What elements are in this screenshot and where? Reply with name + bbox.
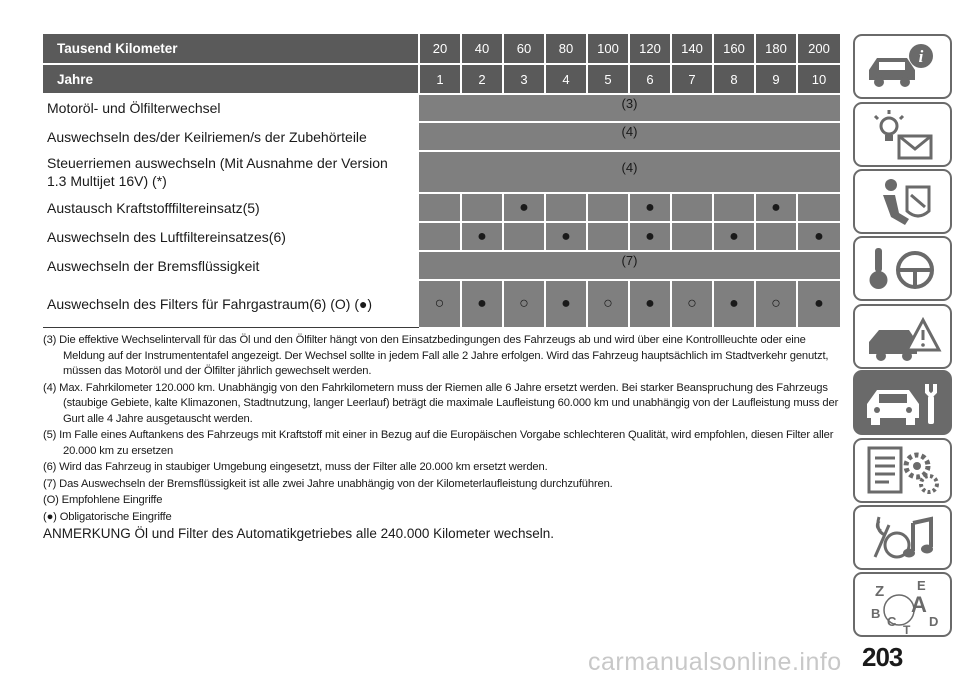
interval-cell: [461, 193, 503, 222]
footnote-5: (5) Im Falle eines Auftankens des Fahrzeugs mit Kraftstoff mit einer in Bezug auf die Europäischen Vorgabe schlechteren Qualität, wird empfohlen, diesen Filter aller 20.000 km zu ersetzen: [43, 429, 834, 457]
safety-seat-icon: [855, 171, 954, 236]
svg-text:i: i: [918, 47, 924, 66]
row-label: Austausch Kraftstofffiltereinsatz(5): [43, 193, 419, 222]
index-letter: C: [887, 614, 897, 629]
interval-cell: [671, 222, 713, 251]
interval-cell: [545, 193, 587, 222]
interval-cell: ●: [629, 280, 671, 327]
table-row: [43, 251, 840, 280]
year-col: 2: [461, 64, 503, 94]
year-col: 3: [503, 64, 545, 94]
year-col: 10: [797, 64, 840, 94]
row-interval-note: (7): [419, 251, 840, 280]
tab-safety[interactable]: [853, 169, 952, 234]
note-automatic-gearbox: ANMERKUNG Öl und Filter des Automatikgetriebes alle 240.000 Kilometer wechseln.: [43, 526, 554, 541]
legend-recommended: (O) Empfohlene Eingriffe: [43, 494, 163, 506]
km-col: 180: [755, 34, 797, 64]
breakdown-icon: [855, 306, 954, 371]
interval-cell: [671, 193, 713, 222]
interval-cell: ○: [587, 280, 629, 327]
interval-cell: ○: [671, 280, 713, 327]
footnote-6: (6) Wird das Fahrzeug in staubiger Umgebung eingesetzt, muss der Filter alle 20.000 km ersetzt werden.: [43, 461, 548, 473]
km-col: 140: [671, 34, 713, 64]
interval-cell: [587, 222, 629, 251]
interval-cell: ○: [755, 280, 797, 327]
tab-index[interactable]: [853, 572, 952, 637]
tab-multimedia[interactable]: [853, 505, 952, 570]
year-col: 5: [587, 64, 629, 94]
table-row: [43, 151, 840, 193]
interval-cell: ●: [629, 193, 671, 222]
table-row: [43, 222, 840, 251]
row-label: Auswechseln des Filters für Fahrgastraum(6) (O) (●): [43, 280, 419, 327]
table-row: [43, 193, 840, 222]
interval-cell: ●: [545, 280, 587, 327]
header-row-years: [43, 64, 840, 94]
km-col: 80: [545, 34, 587, 64]
interval-cell: ●: [629, 222, 671, 251]
table-row: [43, 280, 840, 327]
header-years-label: Jahre: [43, 64, 419, 94]
row-interval-note: (3): [419, 94, 840, 122]
index-letters-icon: [855, 574, 954, 639]
interval-cell: ●: [461, 222, 503, 251]
year-col: 9: [755, 64, 797, 94]
row-interval-note: (4): [419, 151, 840, 193]
watermark: carmanualsonline.info: [588, 648, 842, 676]
page-number: 203: [862, 642, 903, 672]
year-col: 7: [671, 64, 713, 94]
interval-cell: ●: [755, 193, 797, 222]
header-row-km: [43, 34, 840, 64]
key-steering-icon: [855, 238, 954, 303]
index-letter: E: [917, 578, 926, 593]
legend-mandatory: (●) Obligatorische Eingriffe: [43, 510, 172, 523]
tab-maintenance[interactable]: [853, 370, 952, 435]
maintenance-table: [43, 34, 840, 328]
interval-cell: ●: [713, 280, 755, 327]
index-letter: D: [929, 614, 939, 629]
interval-cell: [755, 222, 797, 251]
km-col: 160: [713, 34, 755, 64]
year-col: 6: [629, 64, 671, 94]
interval-cell: [713, 193, 755, 222]
interval-cell: ●: [713, 222, 755, 251]
interval-cell: ●: [797, 222, 840, 251]
interval-cell: [419, 222, 461, 251]
table-row: [43, 122, 840, 151]
index-letter: Z: [875, 583, 885, 600]
header-km-label: Tausend Kilometer: [43, 34, 419, 64]
footnote-3: (3) Die effektive Wechselintervall für das Öl und den Ölfilter hängt von den Einsatzbedingungen des Fahrzeugs ab und wird über eine Kontrollleuchte oder eine Meldung auf der Instrumententafel angezeigt. Der Wechsel sollte in jedem Fall alle 2 Jahre erfolgen. Wird das Fahrzeug hauptsächlich im Stadtverkehr genutzt, müssen das Motoröl und der Ölfilter jährlich gewechselt werden.: [43, 334, 829, 377]
km-col: 20: [419, 34, 461, 64]
tab-starting-driving[interactable]: [853, 236, 952, 301]
interval-cell: ●: [503, 193, 545, 222]
interval-cell: [797, 193, 840, 222]
tab-warning-lights[interactable]: [853, 102, 952, 167]
tab-technical-data[interactable]: [853, 438, 952, 503]
km-col: 40: [461, 34, 503, 64]
table-row: [43, 94, 840, 122]
technical-data-icon: [855, 440, 954, 505]
interval-cell: [419, 193, 461, 222]
index-letter: A: [911, 592, 927, 617]
interval-cell: [503, 222, 545, 251]
index-letter: T: [903, 623, 911, 637]
year-col: 1: [419, 64, 461, 94]
interval-cell: ●: [461, 280, 503, 327]
interval-cell: ●: [797, 280, 840, 327]
multimedia-icon: [855, 507, 954, 572]
interval-cell: ○: [419, 280, 461, 327]
footnote-4: (4) Max. Fahrkilometer 120.000 km. Unabhängig von den Fahrkilometern muss der Riemen alle 6 Jahre ersetzt werden. Bei starker Beanspruchung des Fahrzeugs (staubige Gebiete, kalte Klimazonen, Stadtnutzung, langer Leerlauf) beträgt die maximale Laufleistung 60.000 km und unabhängig von der Laufleistung muss der Gurt alle 4 Jahre ausgetauscht werden.: [43, 381, 839, 425]
car-info-icon: [855, 36, 954, 101]
row-label: Auswechseln der Bremsflüssigkeit: [43, 251, 419, 280]
interval-cell: ○: [503, 280, 545, 327]
row-label: Auswechseln des Luftfiltereinsatzes(6): [43, 222, 419, 251]
tab-emergency[interactable]: [853, 304, 952, 369]
row-label: Auswechseln des/der Keilriemen/s der Zubehörteile: [43, 122, 419, 151]
row-label: Steuerriemen auswechseln (Mit Ausnahme der Version 1.3 Multijet 16V) (*): [43, 151, 419, 193]
row-interval-note: (4): [419, 122, 840, 151]
row-label: Motoröl- und Ölfilterwechsel: [43, 94, 419, 122]
warning-lights-icon: [855, 104, 954, 169]
footnote-7: (7) Das Auswechseln der Bremsflüssigkeit ist alle zwei Jahre unabhängig von der Kilometerlaufleistung durchzuführen.: [43, 477, 613, 490]
year-col: 8: [713, 64, 755, 94]
km-col: 100: [587, 34, 629, 64]
footnotes: [43, 333, 840, 542]
index-letter: B: [871, 606, 881, 621]
interval-cell: ●: [545, 222, 587, 251]
interval-cell: [587, 193, 629, 222]
car-wrench-icon: [855, 372, 954, 437]
km-col: 60: [503, 34, 545, 64]
km-col: 120: [629, 34, 671, 64]
tab-car-info[interactable]: [853, 34, 952, 99]
year-col: 4: [545, 64, 587, 94]
km-col: 200: [797, 34, 840, 64]
